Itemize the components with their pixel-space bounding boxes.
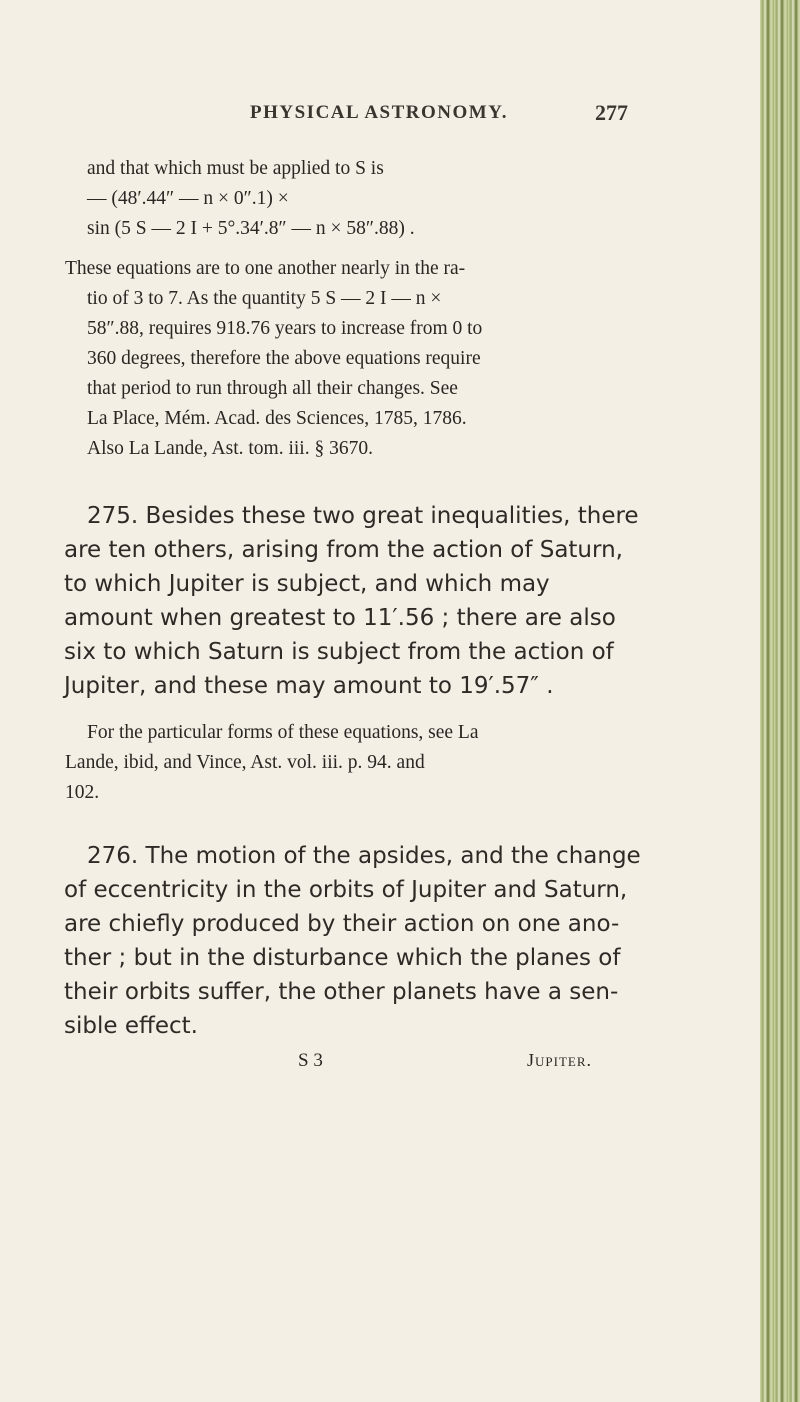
running-head: PHYSICAL ASTRONOMY. [250,102,508,123]
text-line: Also La Lande, Ast. tom. iii. § 3670. [87,438,373,459]
equation-line: — (48′.44″ — n × 0″.1) × [87,188,289,209]
catchword: Jupiter. [527,1050,593,1070]
text-line: 275. Besides these two great inequalities, there [87,503,639,529]
text-line: ther ; but in the disturbance which the planes of [64,945,621,971]
text-line: are chiefly produced by their action on one ano- [64,911,620,937]
text-line: La Place, Mém. Acad. des Sciences, 1785, 1786. [87,408,467,429]
text-line: that period to run through all their changes. See [87,378,458,399]
page-footer [0,1050,760,1080]
text-line: These equations are to one another nearly in the ra- [65,258,466,279]
text-line: and that which must be applied to S is [87,158,384,179]
text-line: are ten others, arising from the action of Saturn, [64,537,623,563]
text-line: 58″.88, requires 918.76 years to increase from 0 to [87,318,483,339]
text-line: amount when greatest to 11′.56 ; there are also [64,605,616,631]
page-edge-binding [760,0,800,1402]
text-line: 102. [65,782,100,803]
text-line: tio of 3 to 7. As the quantity 5 S — 2 I — n × [87,288,442,309]
text-line: of eccentricity in the orbits of Jupiter and Saturn, [64,877,628,903]
text-line: For the particular forms of these equations, see La [87,722,479,743]
text-line: Jupiter, and these may amount to 19′.57″ . [64,673,554,699]
text-line: Lande, ibid, and Vince, Ast. vol. iii. p. 94. and [65,752,425,773]
text-line: 276. The motion of the apsides, and the change [87,843,641,869]
text-line: their orbits suffer, the other planets have a sen- [64,979,619,1005]
text-line: six to which Saturn is subject from the action of [64,639,614,665]
text-line: sible effect. [64,1013,198,1039]
text-line: to which Jupiter is subject, and which may [64,571,550,597]
page-header [0,100,760,130]
page-number: 277 [595,100,628,125]
signature-mark: S 3 [298,1050,323,1071]
text-line: 360 degrees, therefore the above equations require [87,348,481,369]
equation-line: sin (5 S — 2 I + 5°.34′.8″ — n × 58″.88) . [87,218,415,239]
